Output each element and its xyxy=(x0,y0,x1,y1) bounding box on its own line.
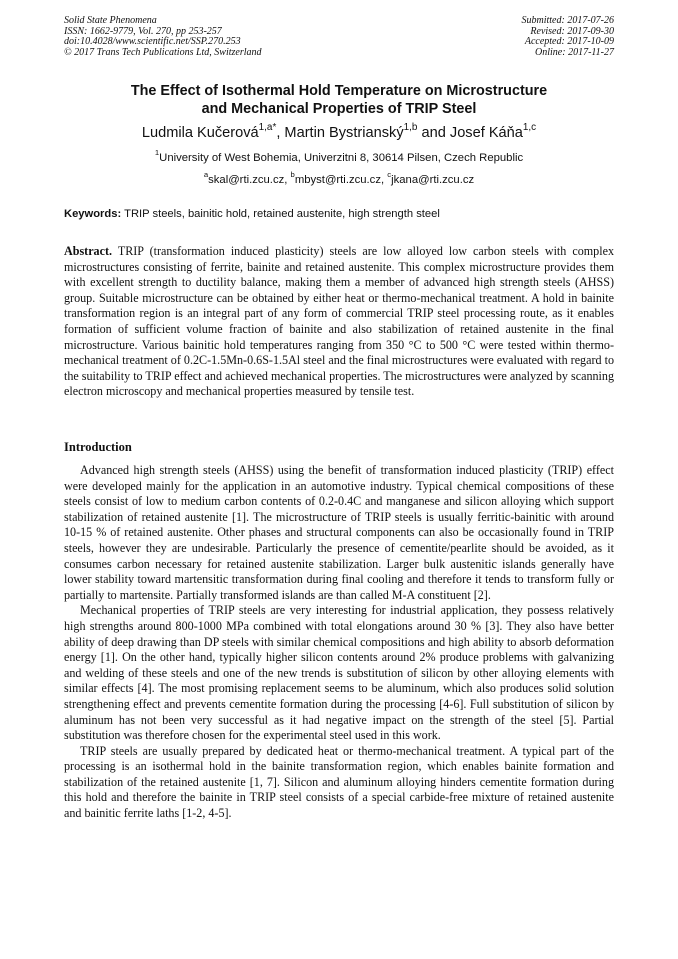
author-superscript: 1,c xyxy=(522,121,537,133)
journal-info xyxy=(64,16,262,58)
paper-title xyxy=(64,82,614,118)
journal-name: Solid State Phenomena xyxy=(64,15,157,26)
affiliation-superscript: 1 xyxy=(154,148,160,158)
revised-date: Revised: 2017-09-30 xyxy=(530,25,614,37)
email-address: mbyst@rti.zcu.cz xyxy=(294,174,381,186)
author-name: Josef Káňa xyxy=(449,125,523,141)
author-separator: , xyxy=(276,125,285,141)
email-superscript: a xyxy=(203,170,209,180)
accepted-date: Accepted: 2017-10-09 xyxy=(524,36,614,47)
paragraph: Mechanical properties of TRIP steels are very interesting for industrial application, they possess relatively high strengths around 800-1000 MPa combined with total elongations around 30 % [3]. They also have better ability of deep drawing than DP steels with similar chemical compositions and high ability to absorb deformation energy [1]. On the other hand, typically higher silicon contents around 2% produce problems with galvanizing and welding of these steels and one of the new trends is substitution of silicon by other alloying elements with similar effects [4]. The most promising replacement seems to be aluminum, which also produces solid solution strengthening effect and prevents cementite formation during the processing [4-6]. Full substitution of silicon by aluminum has not been very successful as it had negative impact on the strength of the steel [5]. Partial substitution was therefore chosen for the experimental steel used in this work. xyxy=(64,603,614,743)
section-heading-introduction: Introduction xyxy=(64,440,132,454)
online-date: Online: 2017-11-27 xyxy=(535,46,614,58)
email-separator: , xyxy=(284,174,291,186)
email-address: skal@rti.zcu.cz xyxy=(208,174,285,186)
issn-volume: ISSN: 1662-9779, Vol. 270, pp 253-257 xyxy=(64,25,222,37)
affiliation-text: University of West Bohemia, Univerzitni 8, 30614 Pilsen, Czech Republic xyxy=(159,152,524,164)
author-separator: and xyxy=(417,125,450,141)
keywords-text: TRIP steels, bainitic hold, retained austenite, high strength steel xyxy=(121,208,440,220)
email-separator: , xyxy=(380,174,388,186)
author-name: Martin Bystrianský xyxy=(284,125,404,141)
author-list xyxy=(64,121,614,142)
affiliation xyxy=(64,148,614,165)
submission-dates xyxy=(522,16,615,58)
email-superscript: b xyxy=(290,170,295,180)
doi: doi:10.4028/www.scientific.net/SSP.270.253 xyxy=(64,36,241,47)
abstract xyxy=(64,244,614,400)
author-name: Ludmila Kučerová xyxy=(141,125,259,141)
abstract-label: Abstract. xyxy=(64,244,113,258)
title-line-2: and Mechanical Properties of TRIP Steel xyxy=(201,101,477,117)
abstract-text: TRIP (transformation induced plasticity) steels are low alloyed low carbon steels with complex microstructures consisting of ferrite, bainite and retained austenite. This complex microstructure provides them with excellent strength to ductility balance, making them a member of advanced high strength steels (AHSS) group. Suitable microstructure can be obtained by either heat or thermo-mechanical treatment. A hold in bainite transformation region is an integral part of any form of commercial TRIP steel processing route, as it enables formation of sufficient volume fraction of bainite and also stabilization of retained austenite in the final microstructure. Various bainitic hold temperatures ranging from 350 °C to 500 °C were tested within thermo-mechanical treatment of 0.2C-1.5Mn-0.6S-1.5Al steel and the final microstructures were evaluated with regard to the suitability to TRIP effect and achieved mechanical properties. The microstructures were analyzed by scanning electron microscopy and mechanical properties measured by tensile test. xyxy=(64,244,614,399)
introduction-body xyxy=(64,463,614,822)
title-line-1: The Effect of Isothermal Hold Temperature on Microstructure xyxy=(130,83,548,99)
copyright: © 2017 Trans Tech Publications Ltd, Switzerland xyxy=(64,46,262,58)
paragraph: Advanced high strength steels (AHSS) using the benefit of transformation induced plasticity (TRIP) effect were developed mainly for the application in an automotive industry. Typical chemical compositions of these steels consist of low to medium carbon contents of 0.2-0.4C and manganese and silicon alloying which support stabilization of retained austenite [1]. The microstructure of TRIP steels is usually ferritic-bainitic with around 10-15 % of retained austenite. Other phases and structural components can also be occasionally found in TRIP steels, however they are undesirable. Particularly the presence of cementite/pearlite should be avoided, as it consumes carbon necessary for retained austenite stabilization. Larger bulk austenitic islands generally have lower stability toward martensitic transformation during final cooling and therefore it tends to transform fully or partially to martensite. Partially transformed islands are than called M-A constituent [2]. xyxy=(64,463,614,602)
keywords xyxy=(64,207,614,221)
email-superscript: c xyxy=(387,170,392,180)
author-superscript: 1,b xyxy=(403,121,418,133)
author-emails xyxy=(64,170,614,187)
paragraph: TRIP steels are usually prepared by dedicated heat or thermo-mechanical treatment. A typical part of the processing is an isothermal hold in the bainite transformation region, which enables bainite formation and stabilization of the retained austenite [1, 7]. Silicon and aluminum alloying hinders cementite formation during this hold and therefore the bainite in TRIP steel consists of a special carbide-free mixture of retained austenite and bainitic ferrite laths [1-2, 4-5]. xyxy=(64,743,614,821)
author-superscript: 1,a* xyxy=(258,121,277,133)
email-address: jkana@rti.zcu.cz xyxy=(391,174,475,186)
keywords-label: Keywords: xyxy=(64,208,122,220)
submitted-date: Submitted: 2017-07-26 xyxy=(521,15,614,26)
